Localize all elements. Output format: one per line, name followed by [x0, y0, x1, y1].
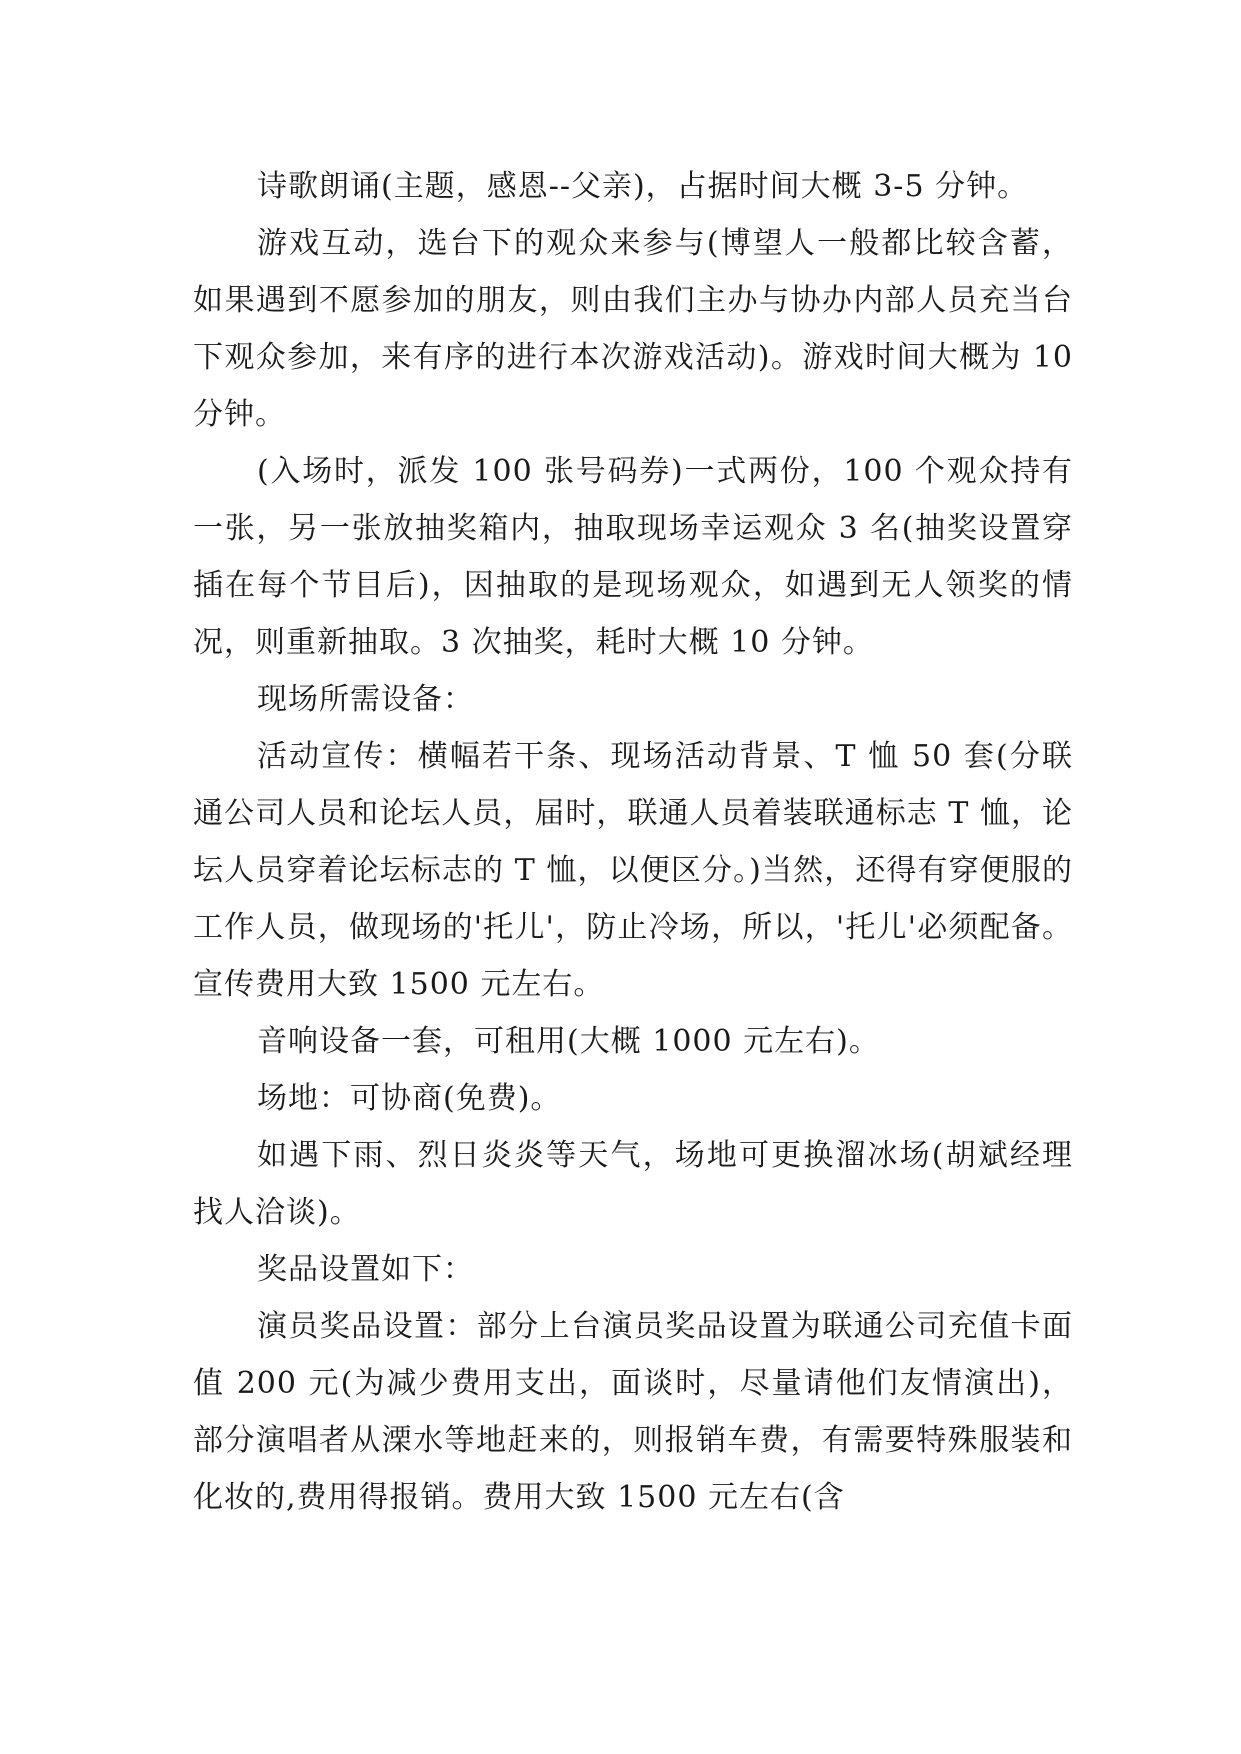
paragraph-audio-equipment: 音响设备一套，可租用(大概 1000 元左右)。 — [257, 1024, 880, 1059]
paragraph-weather-backup: 如遇下雨、烈日炎炎等天气，场地可更换溜冰场(胡斌经理找人洽谈)。 — [193, 1138, 1073, 1230]
paragraph-lottery: (入场时，派发 100 张号码券)一式两份，100 个观众持有一张，另一张放抽奖箱内，抽取现场幸运观众 3 名(抽奖设置穿插在每个节目后)，因抽取的是现场观众，如遇到无人领奖的情况，则重新抽取。3 次抽奖，耗时大概 10 分钟。 — [193, 454, 1073, 660]
paragraph-game-interaction: 游戏互动，选台下的观众来参与(博望人一般都比较含蓄，如果遇到不愿参加的朋友，则由我们主办与协办内部人员充当台下观众参加，来有序的进行本次游戏活动)。游戏时间大概为 10 分钟。 — [193, 226, 1073, 432]
paragraph-promotion: 活动宣传：横幅若干条、现场活动背景、T 恤 50 套(分联通公司人员和论坛人员，届时，联通人员着装联通标志 T 恤，论坛人员穿着论坛标志的 T 恤，以便区分。)当然，还得有穿便服的工作人员，做现场的'托儿'，防止冷场，所以，'托儿'必须配备。宣传费用大致 1500 元左右。 — [193, 739, 1073, 1002]
paragraph-prizes-heading: 奖品设置如下： — [257, 1252, 474, 1287]
document-body — [193, 158, 1073, 1526]
paragraph-equipment-heading: 现场所需设备： — [257, 682, 474, 717]
paragraph-performer-prizes: 演员奖品设置：部分上台演员奖品设置为联通公司充值卡面值 200 元(为减少费用支出，面谈时，尽量请他们友情演出)，部分演唱者从溧水等地赶来的，则报销车费，有需要特殊服装和化妆的,费用得报销。费用大致 1500 元左右(含 — [193, 1309, 1073, 1515]
paragraph-venue: 场地：可协商(免费)。 — [257, 1081, 562, 1116]
paragraph-poetry-recital: 诗歌朗诵(主题，感恩--父亲)，占据时间大概 3-5 分钟。 — [257, 169, 1029, 204]
